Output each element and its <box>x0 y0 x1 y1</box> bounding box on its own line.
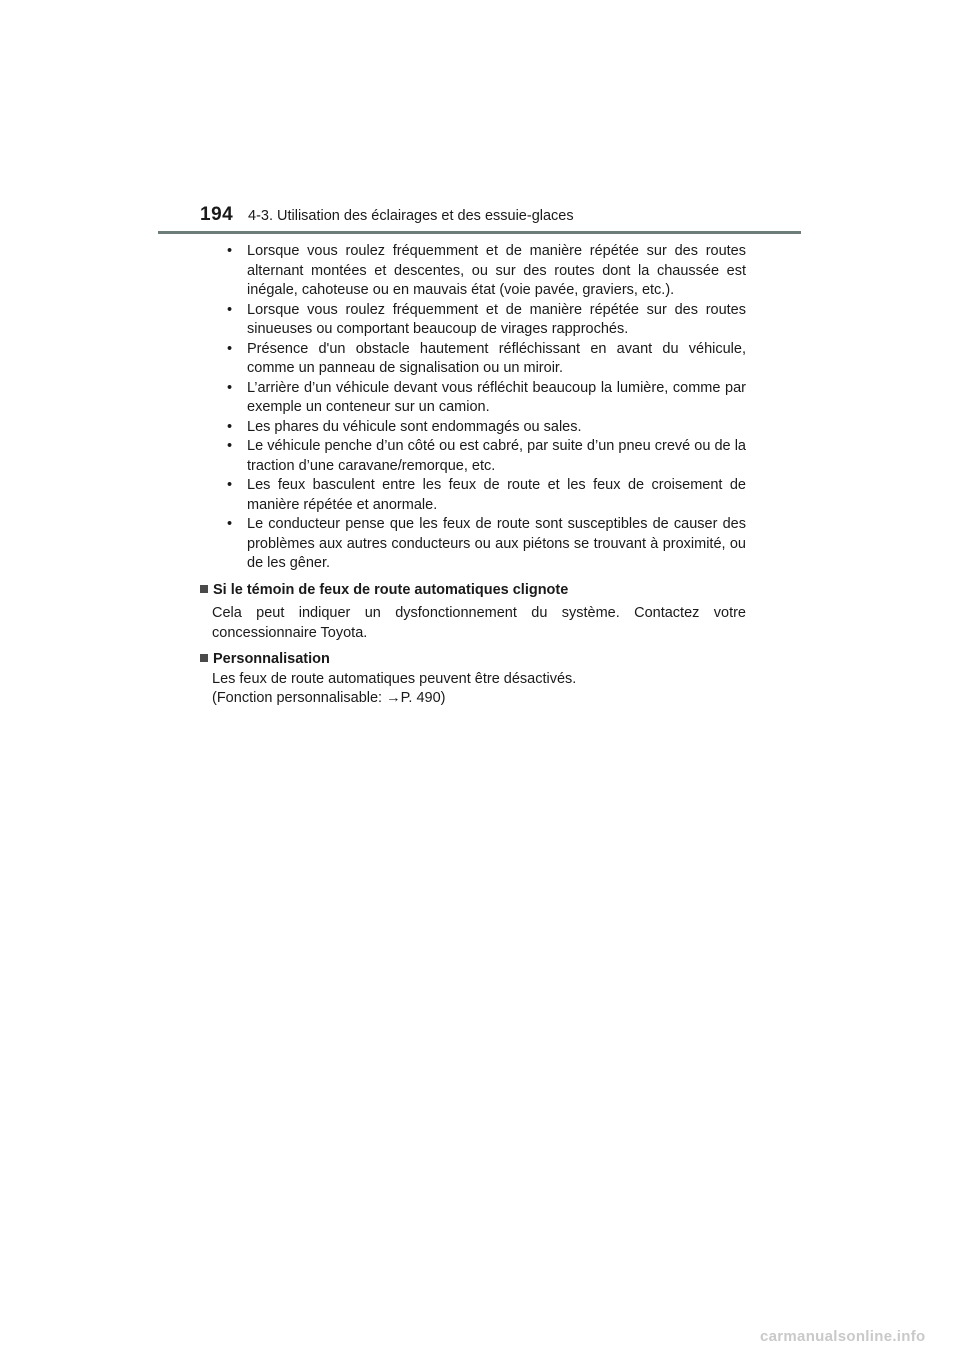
section-indicator-blinking <box>212 581 746 644</box>
section-heading: Personnalisation <box>200 650 746 670</box>
section-body: Cela peut indiquer un dysfonctionnement du système. Contactez votre concessionnaire Toyota. <box>212 605 746 641</box>
bullet-icon: • <box>227 516 233 532</box>
list-item: • Le conducteur pense que les feux de route sont susceptibles de causer des problèmes aux autres conducteurs ou aux piétons se trouvant à proximité, ou de les gêner. <box>227 516 746 571</box>
bullet-icon: • <box>227 477 233 493</box>
section-body: Les feux de route automatiques peuvent être désactivés. (Fonction personnalisable: →P. 490) <box>212 670 746 709</box>
watermark: carmanualsonline.info <box>760 1328 926 1345</box>
square-bullet-icon <box>200 654 208 662</box>
bullet-icon: • <box>227 418 233 435</box>
condition-list <box>212 242 746 574</box>
page-number: 194 <box>200 204 234 225</box>
list-item: • Les phares du véhicule sont endommagés ou sales. <box>212 418 746 438</box>
header-rule <box>158 231 801 234</box>
page-content <box>212 242 746 709</box>
list-item: • Présence d'un obstacle hautement réfléchissant en avant du véhicule, comme un panneau de signalisation ou un miroir. <box>227 340 746 376</box>
list-item: • Lorsque vous roulez fréquemment et de manière répétée sur des routes alternant montées et descentes, ou sur des routes dont la chaussée est inégale, cahoteuse ou en mauvais état (voie pavée, graviers, etc.). <box>227 243 746 298</box>
bullet-icon: • <box>227 301 233 318</box>
bullet-icon: • <box>227 340 233 357</box>
section-title: 4-3. Utilisation des éclairages et des essuie-glaces <box>248 208 574 224</box>
square-bullet-icon <box>200 585 208 593</box>
list-item: • L’arrière d’un véhicule devant vous réfléchit beaucoup la lumière, comme par exemple un conteneur sur un camion. <box>227 379 746 415</box>
bullet-icon: • <box>227 243 233 259</box>
list-item: • Lorsque vous roulez fréquemment et de manière répétée sur des routes sinueuses ou comportant beaucoup de virages rapprochés. <box>227 301 746 337</box>
page-header <box>200 204 800 234</box>
bullet-icon: • <box>227 438 233 454</box>
page-reference: (Fonction personnalisable: →P. 490) <box>212 690 446 706</box>
section-heading: Si le témoin de feux de route automatiques clignote <box>200 581 746 601</box>
bullet-icon: • <box>227 379 233 396</box>
section-customization <box>212 650 746 709</box>
list-item: • Les feux basculent entre les feux de route et les feux de croisement de manière répétée et anormale. <box>227 477 746 513</box>
list-item: • Le véhicule penche d’un côté ou est cabré, par suite d’un pneu crevé ou de la traction d’une caravane/remorque, etc. <box>227 438 746 474</box>
